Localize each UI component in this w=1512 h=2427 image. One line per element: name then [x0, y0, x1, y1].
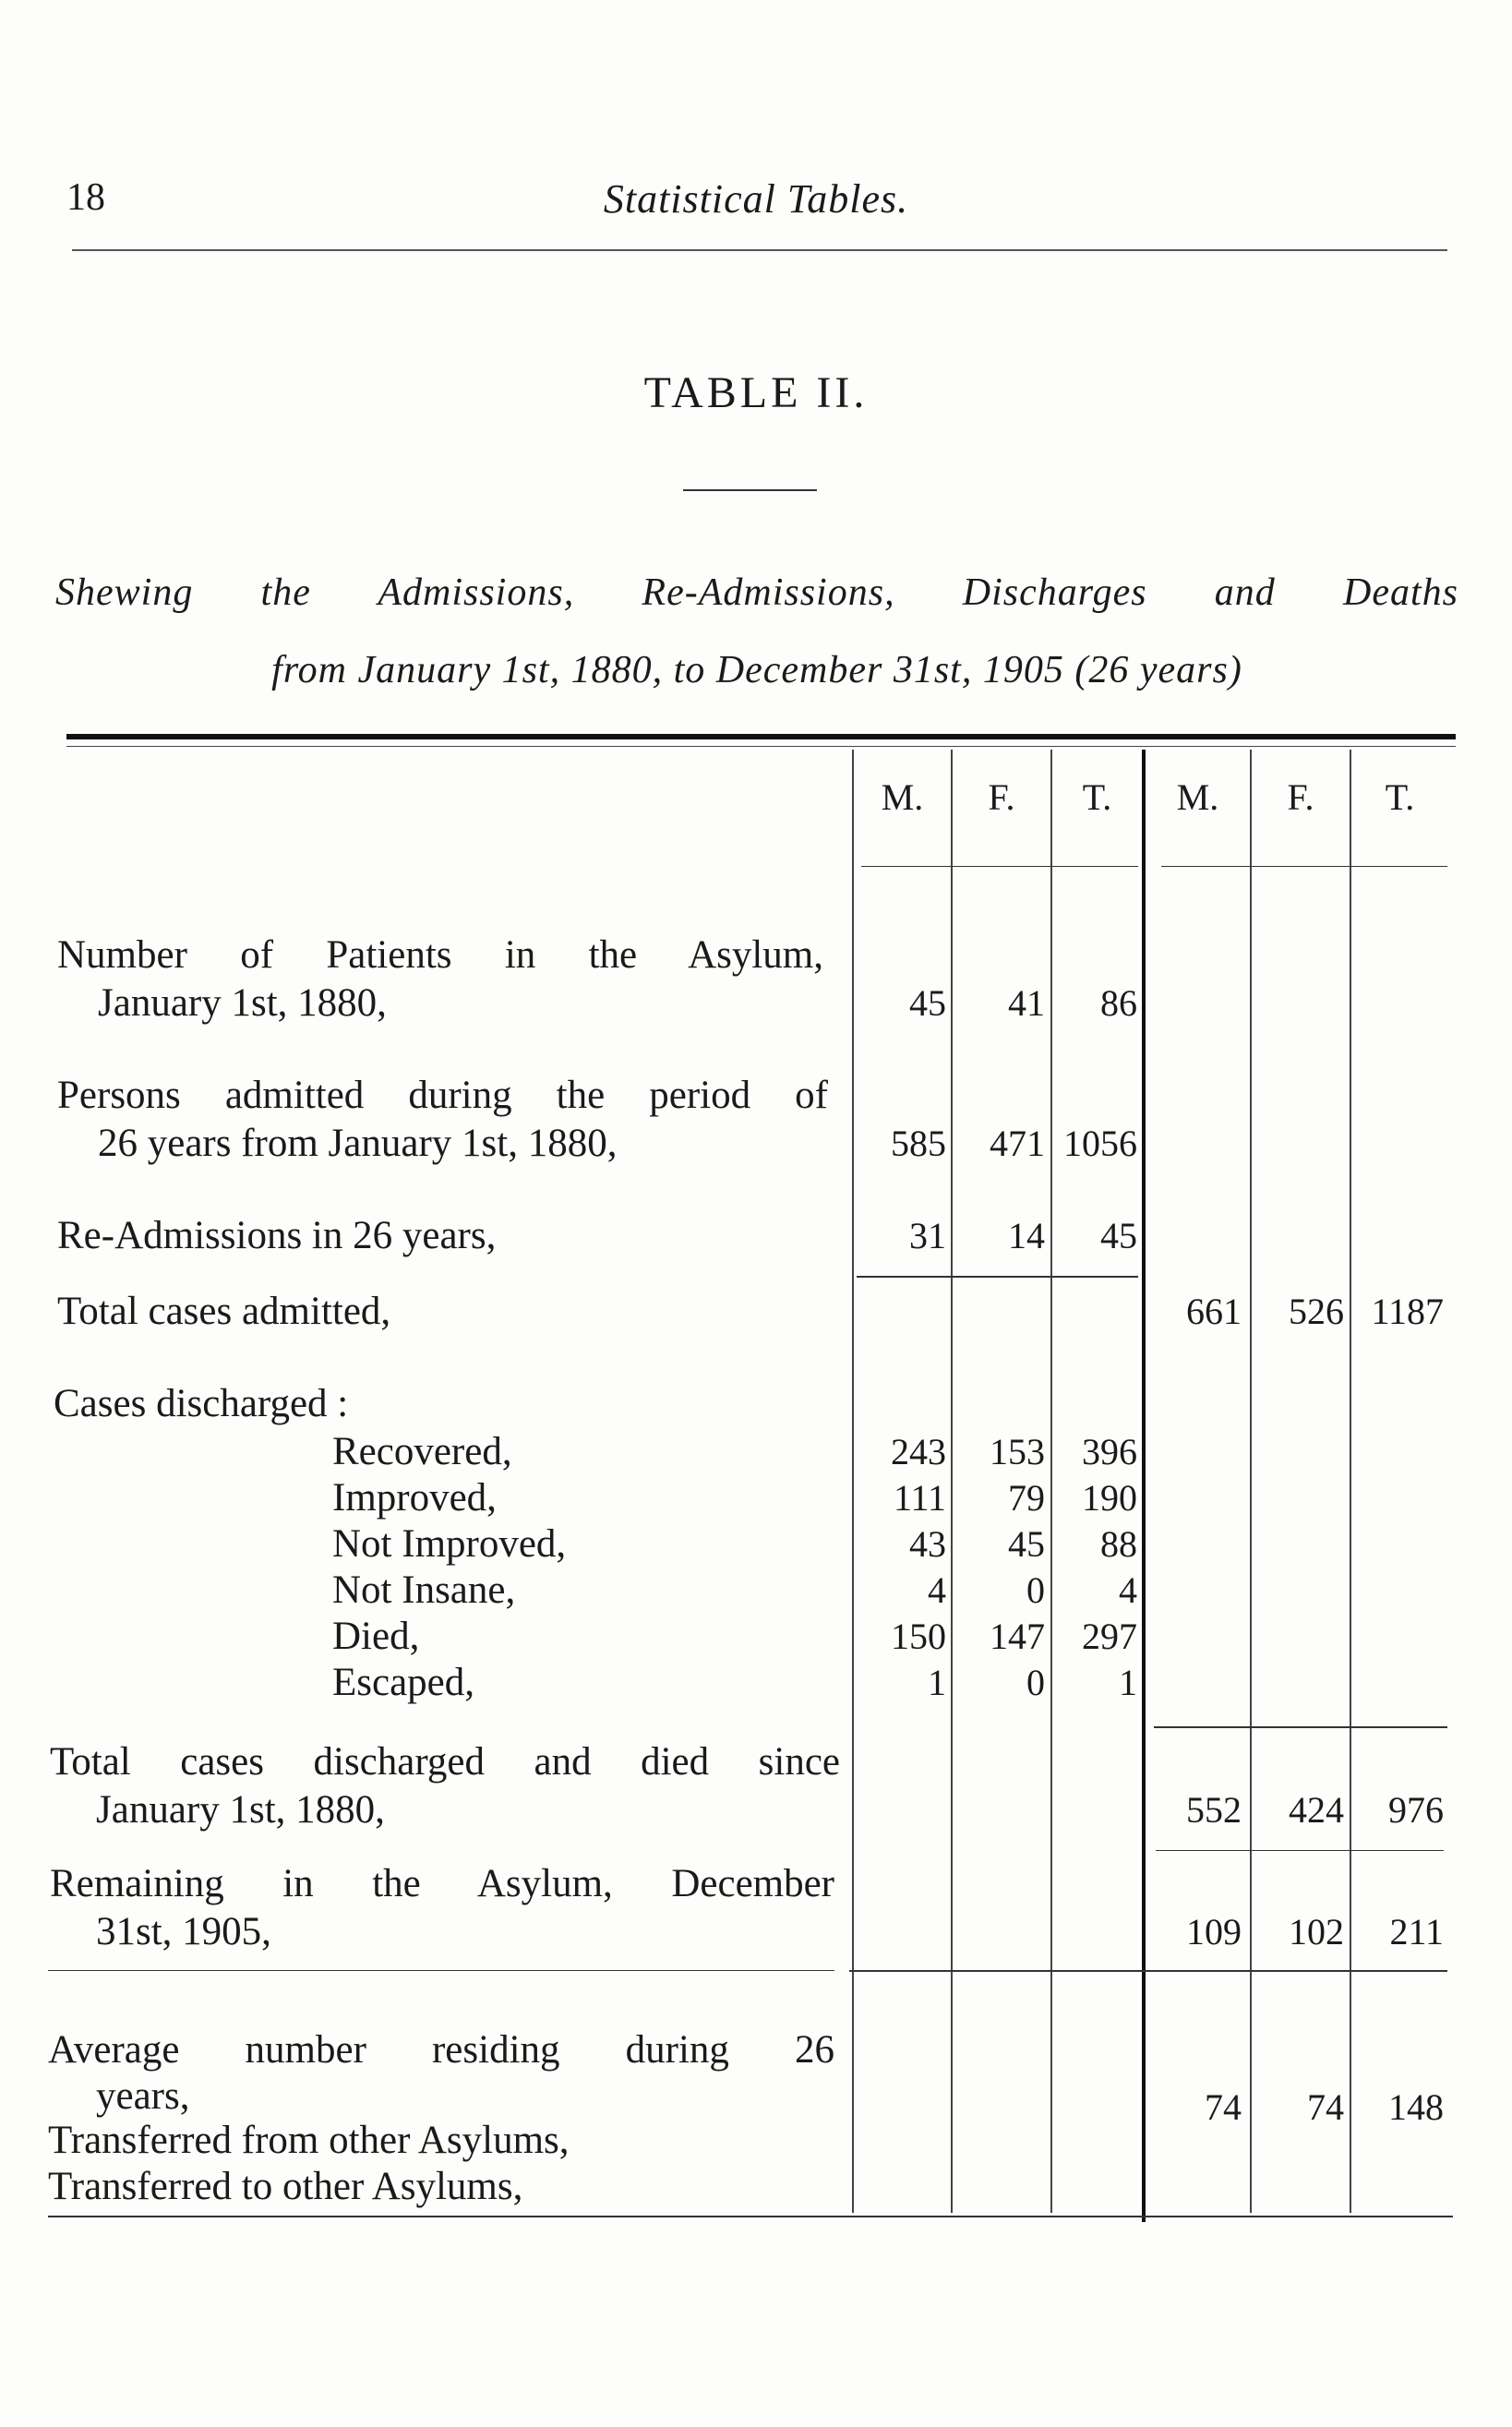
- table-top-rule: [66, 734, 1456, 739]
- cell-improved-m: 111: [893, 1477, 946, 1519]
- section-rule: [48, 1970, 834, 1971]
- table-subtitle-line1: Shewing the Admissions, Re-Admissions, Discharges and Deaths: [55, 571, 1458, 614]
- row-label-admitted-cont: 26 years from January 1st, 1880,: [98, 1122, 618, 1165]
- cell-died-t: 297: [1082, 1616, 1137, 1657]
- cell-total-admitted-t: 1187: [1371, 1291, 1444, 1332]
- column-rule-main: [1142, 750, 1146, 2222]
- cell-patients-1880-f: 41: [1008, 982, 1045, 1024]
- cell-readmissions-t: 45: [1100, 1215, 1137, 1256]
- cell-remaining-f: 102: [1289, 1911, 1344, 1952]
- cell-recovered-t: 396: [1082, 1431, 1137, 1472]
- cell-died-f: 147: [990, 1616, 1045, 1657]
- column-rule-m2: [1250, 750, 1252, 2213]
- header-f1: F.: [988, 776, 1015, 818]
- cell-not-improved-f: 45: [1008, 1523, 1045, 1565]
- row-label-transferred-to: Transferred to other Asylums,: [48, 2165, 523, 2208]
- row-label-total-discharged-cont: January 1st, 1880,: [96, 1788, 385, 1832]
- header-underline: [861, 866, 1138, 867]
- cell-not-improved-t: 88: [1100, 1523, 1137, 1565]
- cell-remaining-m: 109: [1186, 1911, 1242, 1952]
- header-underline: [1161, 866, 1447, 867]
- header-t2: T.: [1385, 776, 1415, 818]
- table-subtitle-line2: from January 1st, 1880, to December 31st, 1905 (26 years): [271, 649, 1242, 691]
- section-rule: [849, 1970, 1447, 1972]
- cell-escaped-t: 1: [1119, 1662, 1137, 1703]
- cell-total-admitted-m: 661: [1186, 1291, 1242, 1332]
- cell-admitted-f: 471: [990, 1123, 1045, 1164]
- cell-average-f: 74: [1307, 2086, 1344, 2128]
- header-m2: M.: [1176, 776, 1219, 818]
- cell-patients-1880-m: 45: [909, 982, 946, 1024]
- table-title: TABLE II.: [643, 368, 869, 417]
- row-label-admitted: Persons admitted during the period of: [57, 1074, 828, 1117]
- row-label-average: Average number residing during 26: [48, 2028, 834, 2072]
- cell-average-m: 74: [1205, 2086, 1242, 2128]
- cell-not-improved-m: 43: [909, 1523, 946, 1565]
- row-label-not-insane: Not Insane,: [332, 1568, 516, 1612]
- cell-improved-t: 190: [1082, 1477, 1137, 1519]
- cell-total-discharged-m: 552: [1186, 1789, 1242, 1831]
- row-label-remaining: Remaining in the Asylum, December: [50, 1862, 834, 1905]
- cell-total-discharged-f: 424: [1289, 1789, 1344, 1831]
- row-label-died: Died,: [332, 1615, 420, 1658]
- cell-remaining-t: 211: [1389, 1911, 1444, 1952]
- cell-readmissions-f: 14: [1008, 1215, 1045, 1256]
- page-number: 18: [66, 176, 105, 219]
- cell-died-m: 150: [891, 1616, 946, 1657]
- section-heading-discharged: Cases discharged :: [54, 1382, 349, 1425]
- row-label-patients-1880: Number of Patients in the Asylum,: [57, 933, 823, 977]
- subtotal-rule: [1154, 1726, 1447, 1728]
- row-label-total-discharged: Total cases discharged and died since: [50, 1740, 840, 1784]
- row-label-remaining-cont: 31st, 1905,: [96, 1910, 271, 1953]
- row-label-average-cont: years,: [96, 2074, 190, 2118]
- cell-not-insane-f: 0: [1026, 1569, 1045, 1611]
- header-m1: M.: [881, 776, 924, 818]
- cell-escaped-f: 0: [1026, 1662, 1045, 1703]
- cell-patients-1880-t: 86: [1100, 982, 1137, 1024]
- cell-not-insane-m: 4: [928, 1569, 946, 1611]
- cell-admitted-m: 585: [891, 1123, 946, 1164]
- header-t1: T.: [1082, 776, 1112, 818]
- column-rule-f2: [1350, 750, 1351, 2213]
- cell-total-admitted-f: 526: [1289, 1291, 1344, 1332]
- cell-average-t: 148: [1388, 2086, 1444, 2128]
- cell-total-discharged-t: 976: [1388, 1789, 1444, 1831]
- subtotal-rule: [857, 1276, 1138, 1278]
- cell-admitted-t: 1056: [1063, 1123, 1137, 1164]
- header-f2: F.: [1287, 776, 1314, 818]
- cell-escaped-m: 1: [928, 1662, 946, 1703]
- cell-not-insane-t: 4: [1119, 1569, 1137, 1611]
- row-label-escaped: Escaped,: [332, 1661, 475, 1704]
- subtotal-rule: [1156, 1850, 1444, 1851]
- row-label-not-improved: Not Improved,: [332, 1522, 567, 1566]
- row-label-recovered: Recovered,: [332, 1430, 512, 1473]
- cell-recovered-f: 153: [990, 1431, 1045, 1472]
- row-label-total-admitted: Total cases admitted,: [57, 1290, 391, 1333]
- table-bottom-rule: [48, 2216, 1453, 2217]
- row-label-patients-1880-cont: January 1st, 1880,: [98, 981, 387, 1025]
- table-top-thin-rule: [66, 746, 1456, 747]
- running-head: Statistical Tables.: [603, 176, 909, 222]
- title-rule: [683, 489, 817, 491]
- header-rule: [72, 249, 1447, 251]
- row-label-transferred-from: Transferred from other Asylums,: [48, 2119, 570, 2162]
- cell-improved-f: 79: [1008, 1477, 1045, 1519]
- cell-recovered-m: 243: [891, 1431, 946, 1472]
- row-label-improved: Improved,: [332, 1476, 497, 1520]
- row-label-readmissions: Re-Admissions in 26 years,: [57, 1214, 497, 1257]
- cell-readmissions-m: 31: [909, 1215, 946, 1256]
